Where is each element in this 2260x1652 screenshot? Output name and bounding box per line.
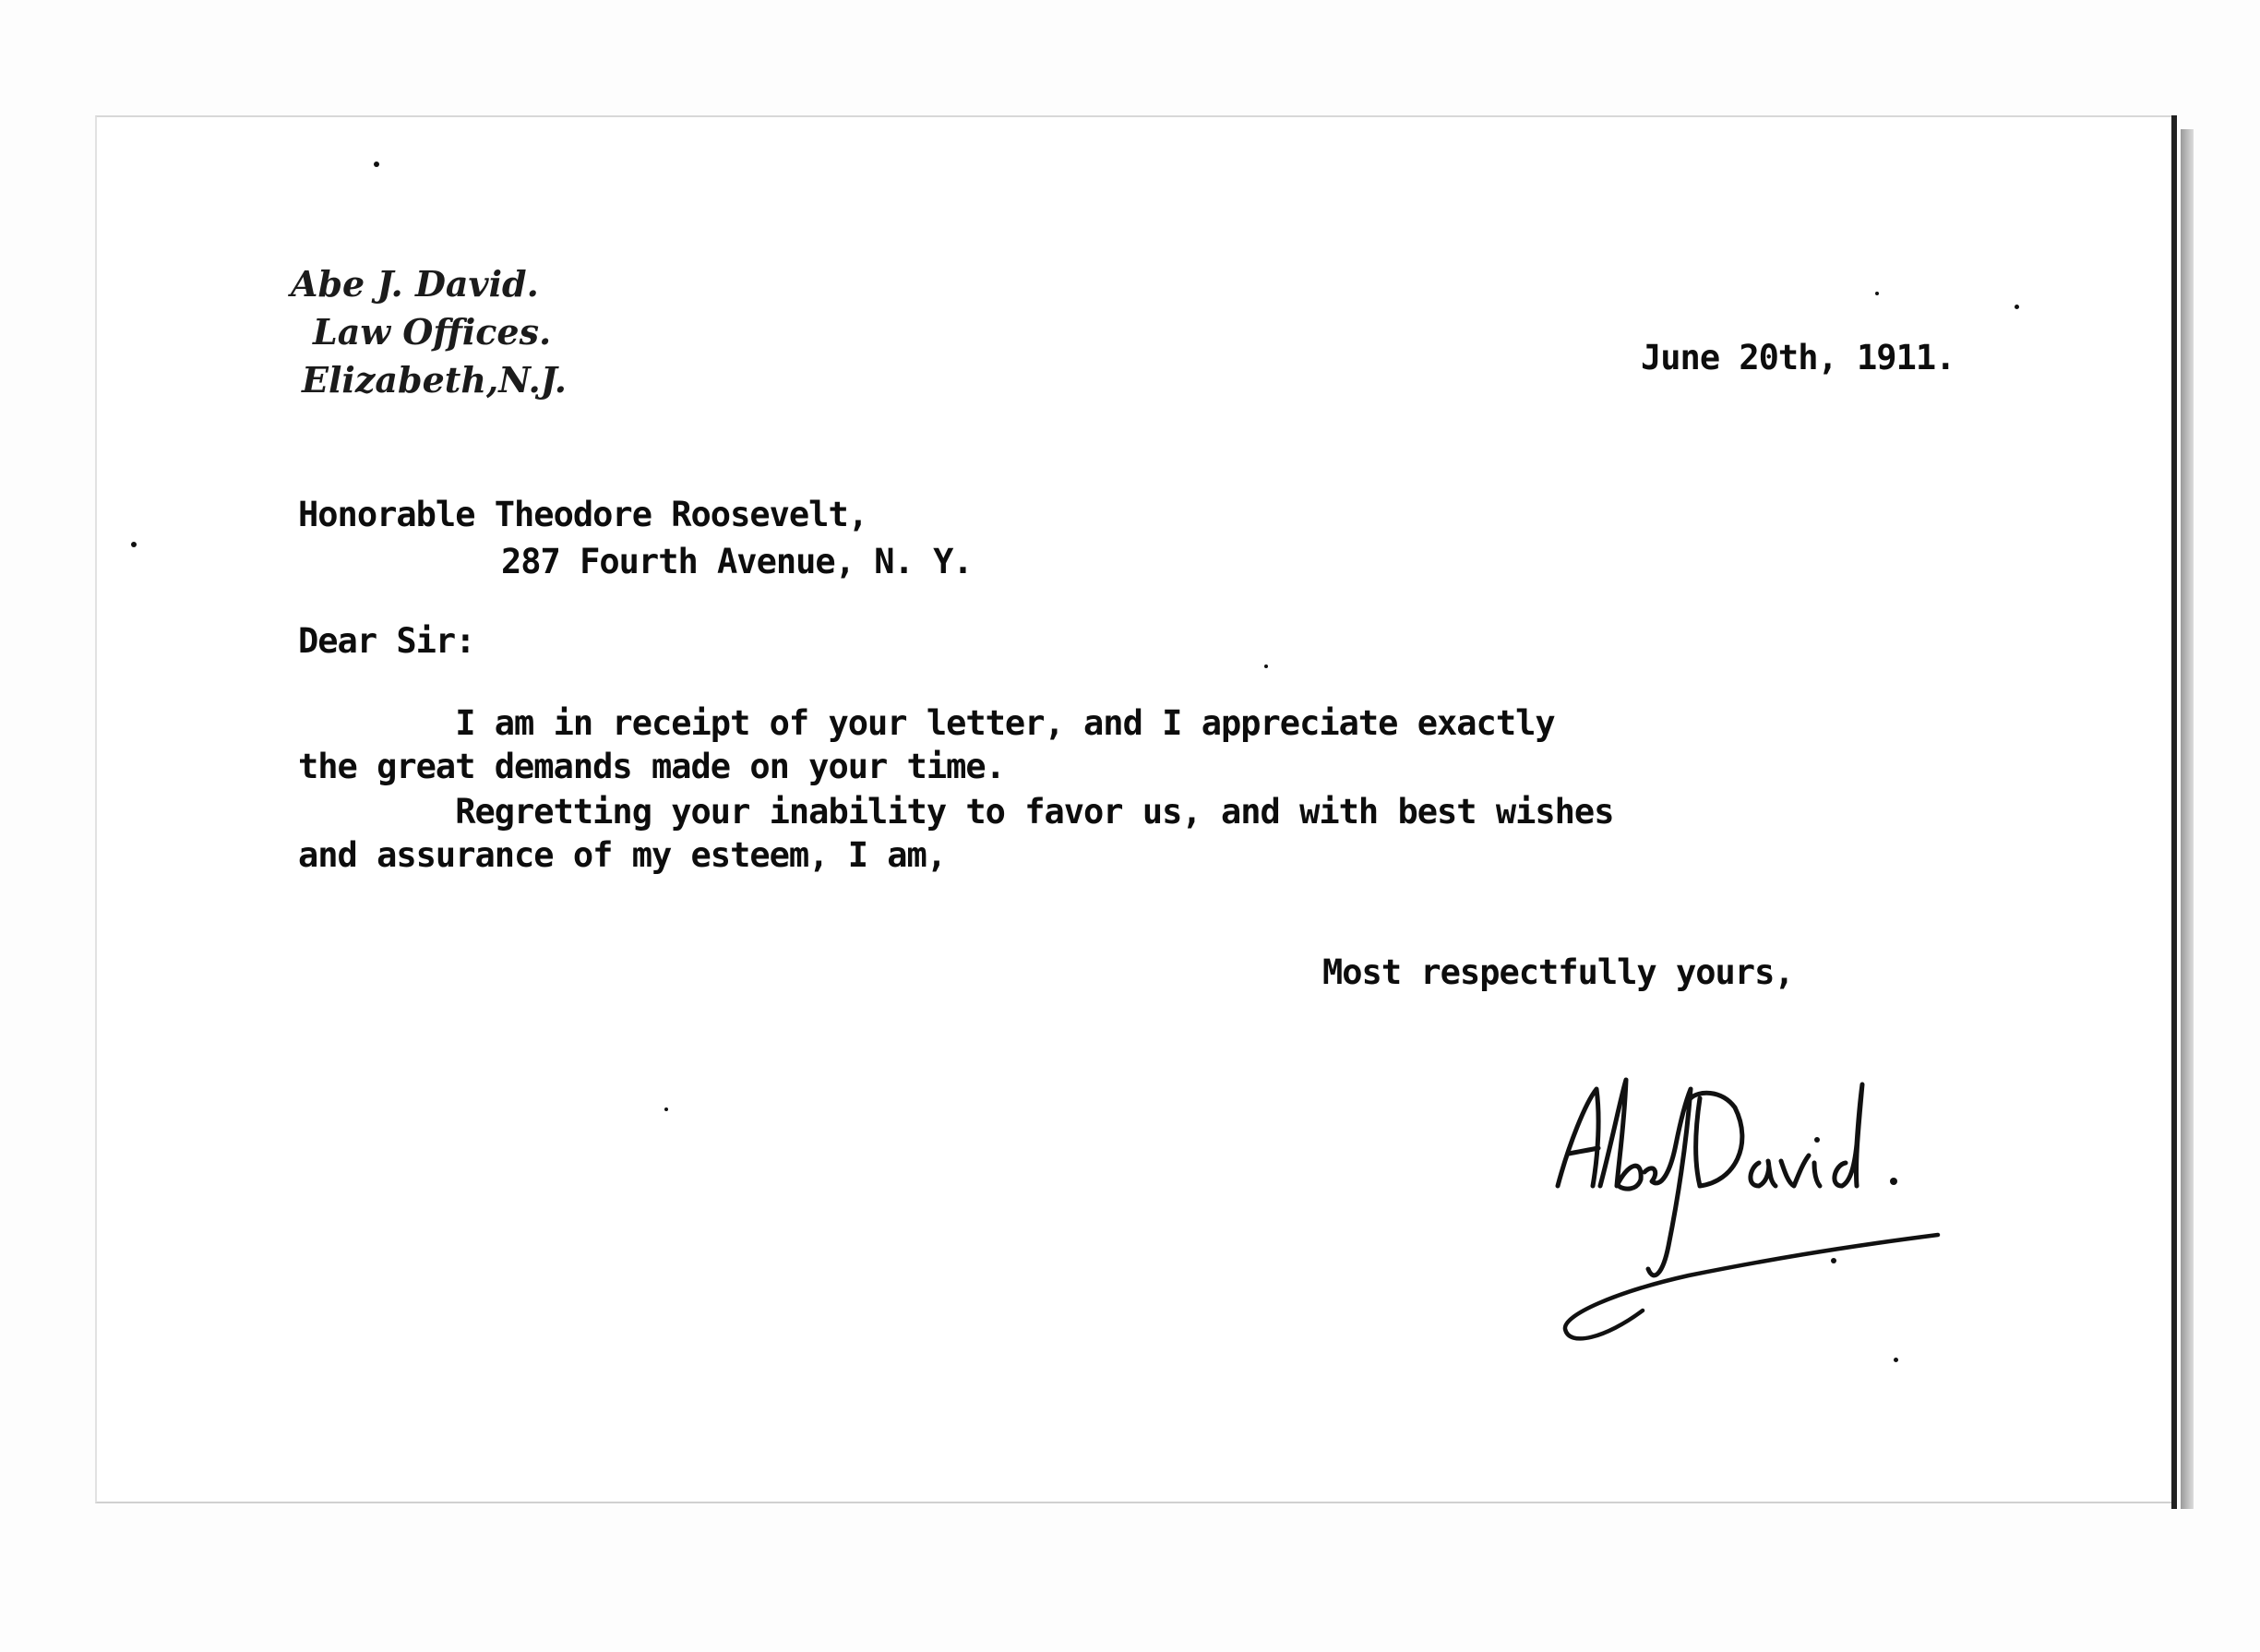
closing: Most respectfully yours, (1322, 952, 1794, 992)
speck-dot (1875, 292, 1879, 295)
recipient-address: 287 Fourth Avenue, N. Y. (501, 542, 973, 581)
letterhead-office: Law Offices. (313, 311, 552, 353)
body-paragraph-2: Regretting your inability to favor us, and with best wishes and assurance of my esteem, I am, (298, 792, 1614, 875)
body-paragraph-1: I am in receipt of your letter, and I appreciate exactly the great demands made on your time. (298, 703, 1555, 786)
recipient-name: Honorable Theodore Roosevelt, (298, 495, 868, 534)
speck-dot (664, 1107, 668, 1111)
speck-dot (1264, 664, 1268, 668)
letterhead-name: Abe J. David. (291, 263, 539, 305)
signature (1532, 1034, 1956, 1347)
speck-dot (374, 162, 379, 167)
letterhead-city: Elizabeth,N.J. (302, 359, 567, 401)
letter-date: June 20th, 1911. (1641, 338, 1955, 377)
sheet-edge-shadow (2171, 115, 2177, 1509)
sheet-edge-backing (2181, 129, 2194, 1509)
speck-dot (1831, 1258, 1836, 1263)
speck-dot (2015, 305, 2019, 309)
speck-dot (1894, 1358, 1898, 1362)
letterhead (291, 260, 567, 404)
salutation: Dear Sir: (298, 621, 475, 661)
speck-dot (131, 542, 137, 547)
